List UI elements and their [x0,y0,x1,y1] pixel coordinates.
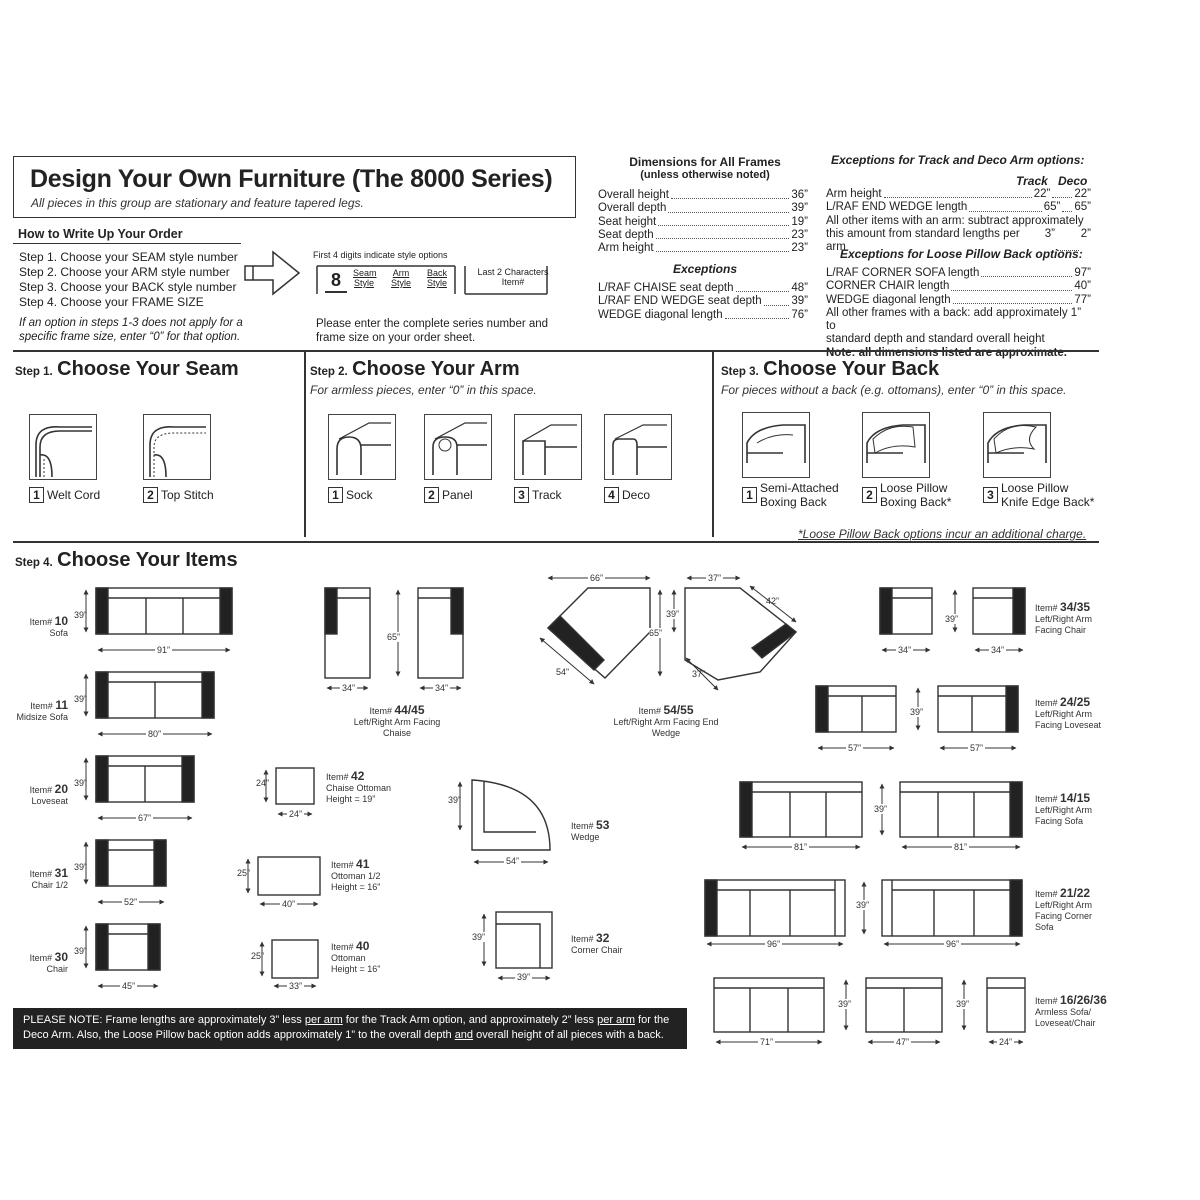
dim-text: 57” [848,743,862,753]
dim-text: 40” [282,899,296,909]
dim-text: 91” [157,645,171,655]
corner-sofa-22-shape [882,880,1022,936]
dim-text: 45” [122,981,136,991]
item-1415-label: Item# 14/15 Left/Right Arm Facing Sofa [1035,791,1093,826]
col-track: Track [1016,174,1048,188]
dim-text: 34” [991,645,1005,655]
step4-header: Step 4. Choose Your Items [15,549,238,571]
loose-pillow-list [826,267,1091,360]
dim-text: 37” [708,573,722,583]
loose-pillow-boxing-illustration [862,412,930,478]
howto-rule [13,243,241,244]
lp-note: standard depth and standard overall height [826,333,1045,346]
dim-row: Overall height 36” [598,189,808,201]
td-row: L/RAF END WEDGE length 65” 65” [826,201,1091,214]
deco-arm-illustration [604,414,672,480]
item-40-label: Item# 40 Ottoman Height = 16” [331,939,381,974]
ottoman-40-shape [272,940,318,978]
dim-text: 67” [138,813,152,823]
item-30-label: Item# 30 Chair [29,950,68,974]
dim-text: 25” [237,868,251,878]
dim-text: 25” [251,951,265,961]
dim-text: 34” [435,683,449,693]
exceptions-list [598,282,808,322]
dim-text: 39” [74,610,88,620]
dim-row: Overall depth 39” [598,202,808,215]
item-31-label: Item# 31 Chair 1/2 [29,866,68,890]
dimensions-subheading: (unless otherwise noted) [640,169,770,181]
track-arm-illustration [514,414,582,480]
dim-text: 34” [342,683,356,693]
dim-text: 39” [74,778,88,788]
howto-steps [19,250,238,310]
top-stitch-illustration [143,414,211,480]
dim-text: 39” [945,614,959,624]
dim-text: 39” [517,972,531,982]
semi-attached-back-illustration [742,412,810,478]
format-seam: Seam Style [353,268,377,288]
sofa-10-shape [96,588,232,634]
howto-step: Step 2. Choose your ARM style number [19,265,230,279]
arm-shape [220,588,232,634]
welt-cord-illustration [29,414,97,480]
dim-text: 65” [387,632,401,642]
col-deco: Deco [1058,174,1088,188]
format-note: Please enter the complete series number and frame size on your order sheet. [316,318,549,344]
seam-option-2[interactable]: 2 Top Stitch [143,487,214,503]
item-2122-label: Item# 21/22 Left/Right Arm Facing Corner Sofa [1035,886,1093,932]
dim-text: 81” [794,842,808,852]
howto-heading: How to Write Up Your Order [18,227,183,241]
item-20-label: Item# 20 Loveseat [29,782,68,806]
back-footnote: *Loose Pillow Back options incur an additional charge. [798,527,1087,541]
arm-option-sock[interactable]: 1 Sock [328,487,373,503]
item-2425-label: Item# 24/25 Left/Right Arm Facing Loveseat [1035,695,1102,730]
dim-text: 39” [666,609,680,619]
dimensions-list [598,189,808,255]
dim-text: 39” [910,707,924,717]
step2-header: Step 2. Choose Your Arm [310,358,520,380]
dim-text: 24” [256,778,270,788]
back-option-1[interactable]: 1 Semi-Attached Boxing Back [742,481,839,509]
dim-text: 96” [946,939,960,949]
dim-text: 71” [760,1037,774,1047]
item-53-label: Item# 53 Wedge [571,818,610,842]
section-rule [13,541,1099,543]
loose-pillow-heading: Exceptions for Loose Pillow Back options: [840,247,1083,261]
dim-text: 24” [999,1037,1013,1047]
item-3435-label: Item# 34/35 Left/Right Arm Facing Chair [1035,600,1093,635]
ottoman-half-41-shape [258,857,320,895]
sofa-15-shape [900,782,1022,837]
step3-sub: For pieces without a back (e.g. ottomans), enter “0” in this space. [721,383,1067,397]
dim-text: 39” [856,900,870,910]
item-32-label: Item# 32 Corner Chair [571,931,623,955]
page-subtitle: All pieces in this group are stationary and feature tapered legs. [31,196,364,210]
lp-row: CORNER CHAIR length 40” [826,280,1091,293]
arm-option-panel[interactable]: 2 Panel [424,487,473,503]
dim-text: 81” [954,842,968,852]
dim-text: 42” [766,596,780,606]
item-10-label: Item# 10 Sofa [29,614,68,638]
loose-pillow-knife-illustration [983,412,1051,478]
lp-note: All other frames with a back: add approximately 1” to [826,306,1082,333]
track-deco-list [826,188,1091,254]
dim-text: 39” [838,999,852,1009]
format-digit: 8 [331,270,342,290]
exceptions-heading: Exceptions [672,262,738,276]
howto-step: Step 3. Choose your BACK style number [19,280,237,294]
dim-text: 39” [448,795,462,805]
section-rule [712,352,714,537]
dim-row: Seat depth 23” [598,228,808,241]
section-rule [304,352,306,537]
dim-text: 39” [74,946,88,956]
dim-text: 54” [556,667,570,677]
panel-arm-illustration [424,414,492,480]
page-title: Design Your Own Furniture (The 8000 Series) [30,165,553,193]
wedge-53-shape [472,780,550,850]
arm-shape [96,588,108,634]
dim-text: 65” [649,628,663,638]
dim-text: 39” [874,804,888,814]
dim-row: L/RAF END WEDGE seat depth 39” [598,295,808,308]
items-diagram [0,560,1200,1060]
dim-row: WEDGE diagonal length 76” [598,308,808,321]
note-line-2: Deco Arm. Also, the Loose Pillow back option adds approximately 1” to the overall depth and overall height of all pieces with a back. [23,1029,664,1041]
dim-text: 34” [898,645,912,655]
dim-row: Seat height 19” [598,215,808,228]
dim-text: 57” [970,743,984,753]
format-back: Back Style [426,268,447,288]
format-last: Last 2 Characters Item# [477,267,549,287]
dim-text: 39” [472,932,486,942]
format-arm: Arm Style [390,268,411,288]
dim-text: 39” [74,862,88,872]
arm-option-deco[interactable]: 4 Deco [604,487,650,503]
dim-text: 80” [148,729,162,739]
back-option-3[interactable]: 3 Loose Pillow Knife Edge Back* [983,481,1094,509]
dim-text: 24” [289,809,303,819]
dim-text: 52” [124,897,138,907]
title-box [13,156,576,218]
lp-row: WEDGE diagonal length 77” [826,293,1091,306]
howto-step: Step 1. Choose your SEAM style number [19,250,238,264]
please-note-bar [13,1008,687,1049]
track-deco-heading: Exceptions for Track and Deco Arm options: [831,153,1085,167]
lp-note-bold: Note: all dimensions listed are approximate. [826,346,1067,359]
dim-text: 33” [289,981,303,991]
sofa-14-shape [740,782,862,837]
step1-header: Step 1. Choose Your Seam [15,358,239,380]
dim-row: Arm height 23” [598,242,808,255]
dim-text: 37” [692,669,706,679]
right-arrow-icon [243,248,303,298]
armless-chair-36-shape [987,978,1025,1032]
sock-arm-illustration [328,414,396,480]
dim-text: 54” [506,856,520,866]
dim-text: 66” [590,573,604,583]
td-note: All other items with an arm: subtract approximately [826,214,1084,227]
note-line-1: PLEASE NOTE: Frame lengths are approximately 3” less per arm for the Track Arm option, and approximately 2” less per arm for the [23,1014,670,1026]
step3-header: Step 3. Choose Your Back [721,358,940,380]
seam-option-1[interactable]: 1 Welt Cord [29,487,100,503]
section-rule [13,350,1099,352]
item-4445-label: Item# 44/45 Left/Right Arm Facing Chaise [353,703,441,738]
step2-sub: For armless pieces, enter “0” in this space. [310,383,537,397]
dim-row: L/RAF CHAISE seat depth 48” [598,282,808,294]
corner-sofa-21-shape [705,880,845,936]
item-42-label: Item# 42 Chaise Ottoman Height = 19” [326,769,392,804]
item-162636-label: Item# 16/26/36 Armless Sofa/ Loveseat/Chair [1035,993,1107,1028]
dimensions-heading: Dimensions for All Frames [629,155,781,169]
armless-sofa-16-shape [714,978,824,1032]
dim-text: 39” [74,694,88,704]
item-11-label: Item# 11 Midsize Sofa [16,698,68,722]
td-row: this amount from standard lengths per arm 3” 2” [826,227,1091,254]
item-41-label: Item# 41 Ottoman 1/2 Height = 16” [331,857,381,892]
dim-text: 47” [896,1037,910,1047]
corner-chair-32-shape [496,912,552,968]
howto-step: Step 4. Choose your FRAME SIZE [19,295,204,309]
dim-text: 96” [767,939,781,949]
dim-text: 39” [956,999,970,1009]
arm-option-track[interactable]: 3 Track [514,487,562,503]
back-option-2[interactable]: 2 Loose Pillow Boxing Back* [862,481,951,509]
lp-row: L/RAF CORNER SOFA length 97” [826,267,1091,279]
format-header: First 4 digits indicate style options [313,250,448,260]
td-row: Arm height 22” 22” [826,188,1091,200]
item-5455-label: Item# 54/55 Left/Right Arm Facing End Wedge [613,703,719,738]
chaise-ottoman-42-shape [276,768,314,804]
howto-note: If an option in steps 1-3 does not apply for a specific frame size, enter “0” for that option. [19,317,243,343]
